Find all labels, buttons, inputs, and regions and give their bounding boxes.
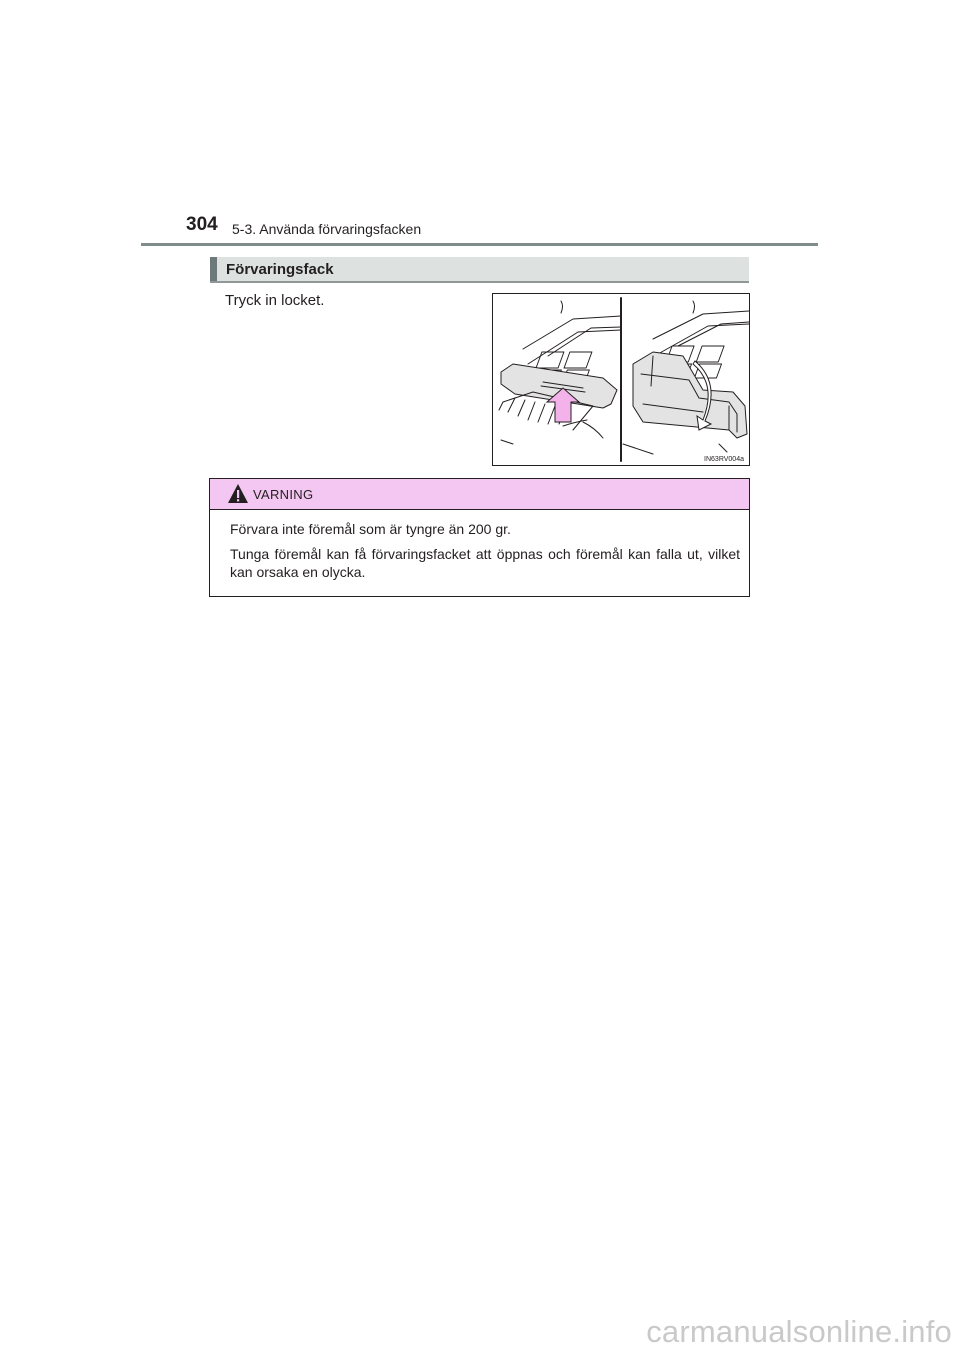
section-heading-bar xyxy=(210,257,749,283)
warning-paragraph: Förvara inte föremål som är tyngre än 200 gr. xyxy=(230,521,511,537)
warning-body xyxy=(230,520,740,588)
warning-header xyxy=(210,479,749,510)
warning-paragraph: Tunga föremål kan få förvaringsfacket att öppnas och föremål kan falla ut, vilket kan orsaka en olycka. xyxy=(230,546,740,580)
site-watermark: carmanualsonline.info xyxy=(646,1314,952,1349)
chapter-title: 5-3. Använda förvaringsfacken xyxy=(232,221,422,237)
header-divider xyxy=(141,243,818,246)
warning-label: VARNING xyxy=(253,487,314,502)
warning-triangle-icon xyxy=(227,483,249,505)
storage-box-illustration xyxy=(492,293,750,466)
page-number: 304 xyxy=(186,214,218,235)
section-heading-accent xyxy=(210,257,217,281)
instruction-text: Tryck in locket. xyxy=(225,292,325,309)
warning-box xyxy=(209,478,750,597)
illustration-code: IN63RV004a xyxy=(704,456,744,463)
section-title: Förvaringsfack xyxy=(226,261,334,278)
storage-box-drawing xyxy=(493,294,749,465)
